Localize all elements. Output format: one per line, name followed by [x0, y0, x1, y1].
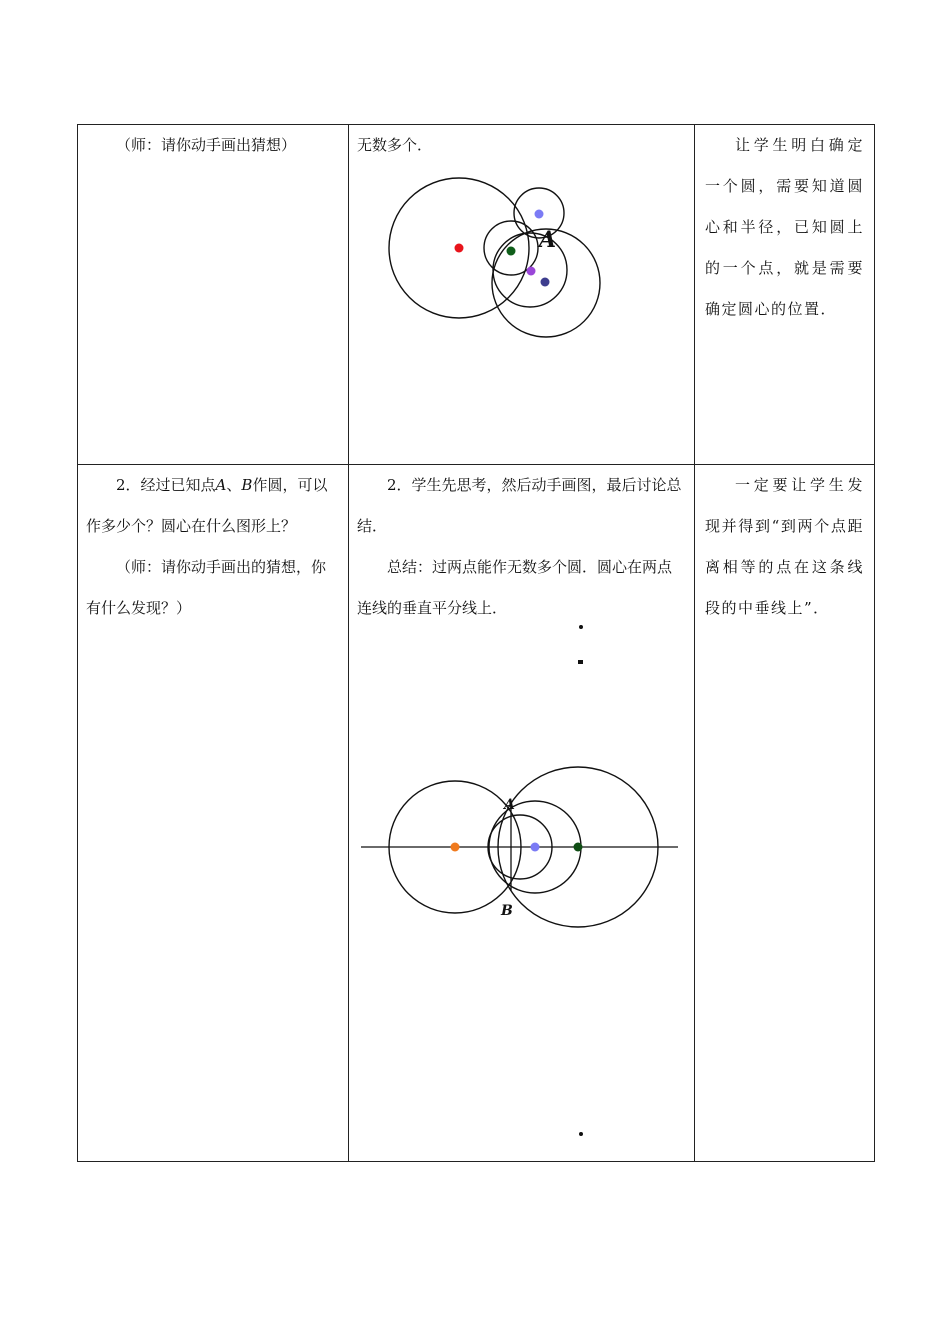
- teacher-cell: [78, 125, 349, 465]
- center-point-purple: [527, 267, 536, 276]
- stray-mark: [578, 660, 583, 664]
- intent-cell: [695, 465, 875, 1162]
- teacher-cell: [78, 465, 349, 1162]
- student-process: 2．学生先思考，然后动手画图，最后讨论总结．: [357, 476, 682, 536]
- student-cell: [349, 125, 695, 465]
- teacher-prompt: （师：请你动手画出的猜想，你有什么发现？）: [86, 558, 327, 618]
- circles-through-two-points-figure: [349, 465, 694, 1161]
- student-cell: [349, 465, 695, 1162]
- center-point-green: [574, 843, 583, 852]
- center-point-orange: [451, 843, 460, 852]
- intent-text: 一定要让学生发现并得到“到两个点距离相等的点在这条线段的中垂线上”．: [705, 476, 864, 618]
- point-a-label: A: [215, 476, 227, 495]
- teacher-prompt: （师：请你动手画出猜想）: [116, 136, 297, 154]
- center-point-blue: [531, 843, 540, 852]
- lesson-table: [77, 124, 875, 1162]
- point-label-a: A: [539, 227, 557, 253]
- label-b: B: [501, 903, 513, 920]
- stray-dot: [579, 1132, 583, 1136]
- table-row: [78, 125, 875, 465]
- stray-dot: [579, 625, 583, 629]
- center-point-navy: [541, 278, 550, 287]
- center-point-red: [455, 244, 464, 253]
- center-point-green: [507, 247, 516, 256]
- question-text: 2．经过已知点A、B作圆，可以作多少个？圆心在什么图形上？: [86, 476, 328, 536]
- point-b-label: B: [241, 476, 253, 495]
- center-point-blue: [535, 210, 544, 219]
- student-answer: 无数多个．: [357, 136, 433, 154]
- summary-text: 总结：过两点能作无数多个圆．圆心在两点连线的垂直平分线上．: [357, 558, 673, 618]
- intent-text: 让学生明白确定一个圆，需要知道圆心和半径，已知圆上的一个点，就是需要确定圆心的位置．: [705, 136, 864, 318]
- circles-through-point-figure: [349, 125, 694, 465]
- intent-cell: [695, 125, 875, 465]
- table-row: [78, 465, 875, 1162]
- label-a: A: [504, 797, 515, 814]
